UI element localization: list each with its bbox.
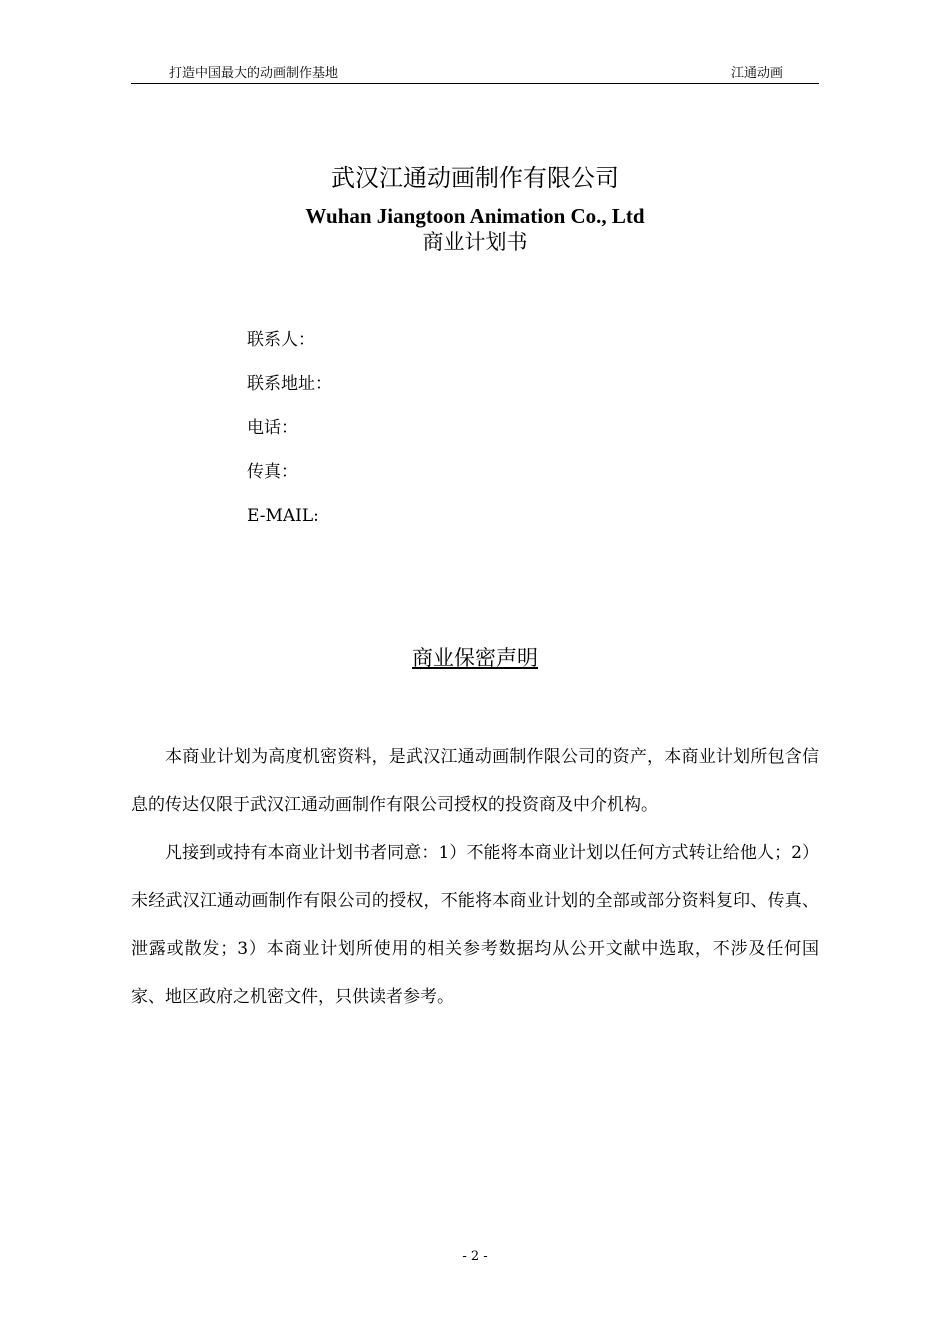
confidentiality-body xyxy=(131,733,819,1021)
confidentiality-paragraph-1: 本商业计划为高度机密资料，是武汉江通动画制作限公司的资产，本商业计划所包含信息的传达仅限于武汉江通动画制作有限公司授权的投资商及中介机构。 xyxy=(131,747,819,815)
contact-email-label: E-MAIL: xyxy=(247,506,319,526)
document-title: 商业计划书 xyxy=(422,230,528,254)
header-company: 江通动画 xyxy=(730,66,783,81)
company-name-cn: 武汉江通动画制作有限公司 xyxy=(331,164,619,192)
company-name-en: Wuhan Jiangtoon Animation Co., Ltd xyxy=(305,204,645,228)
contact-fax-label: 传真： xyxy=(247,462,298,482)
confidentiality-paragraph-2: 凡接到或持有本商业计划书者同意：1）不能将本商业计划以任何方式转让给他人；2）未经武汉江通动画制作有限公司的授权，不能将本商业计划的全部或部分资料复印、传真、泄露或散发；3）本商业计划所使用的相关参考数据均从公开文献中选取，不涉及任何国家、地区政府之机密文件，只供读者参考。 xyxy=(131,843,819,1007)
contact-person-label: 联系人： xyxy=(247,330,315,350)
header-slogan: 打造中国最大的动画制作基地 xyxy=(169,66,339,81)
contact-address-label: 联系地址： xyxy=(247,374,332,394)
page-header xyxy=(131,64,819,84)
contact-phone-label: 电话： xyxy=(247,418,298,438)
confidentiality-title: 商业保密声明 xyxy=(412,646,538,670)
page-number: - 2 - xyxy=(462,1249,488,1264)
contact-info xyxy=(247,327,747,547)
